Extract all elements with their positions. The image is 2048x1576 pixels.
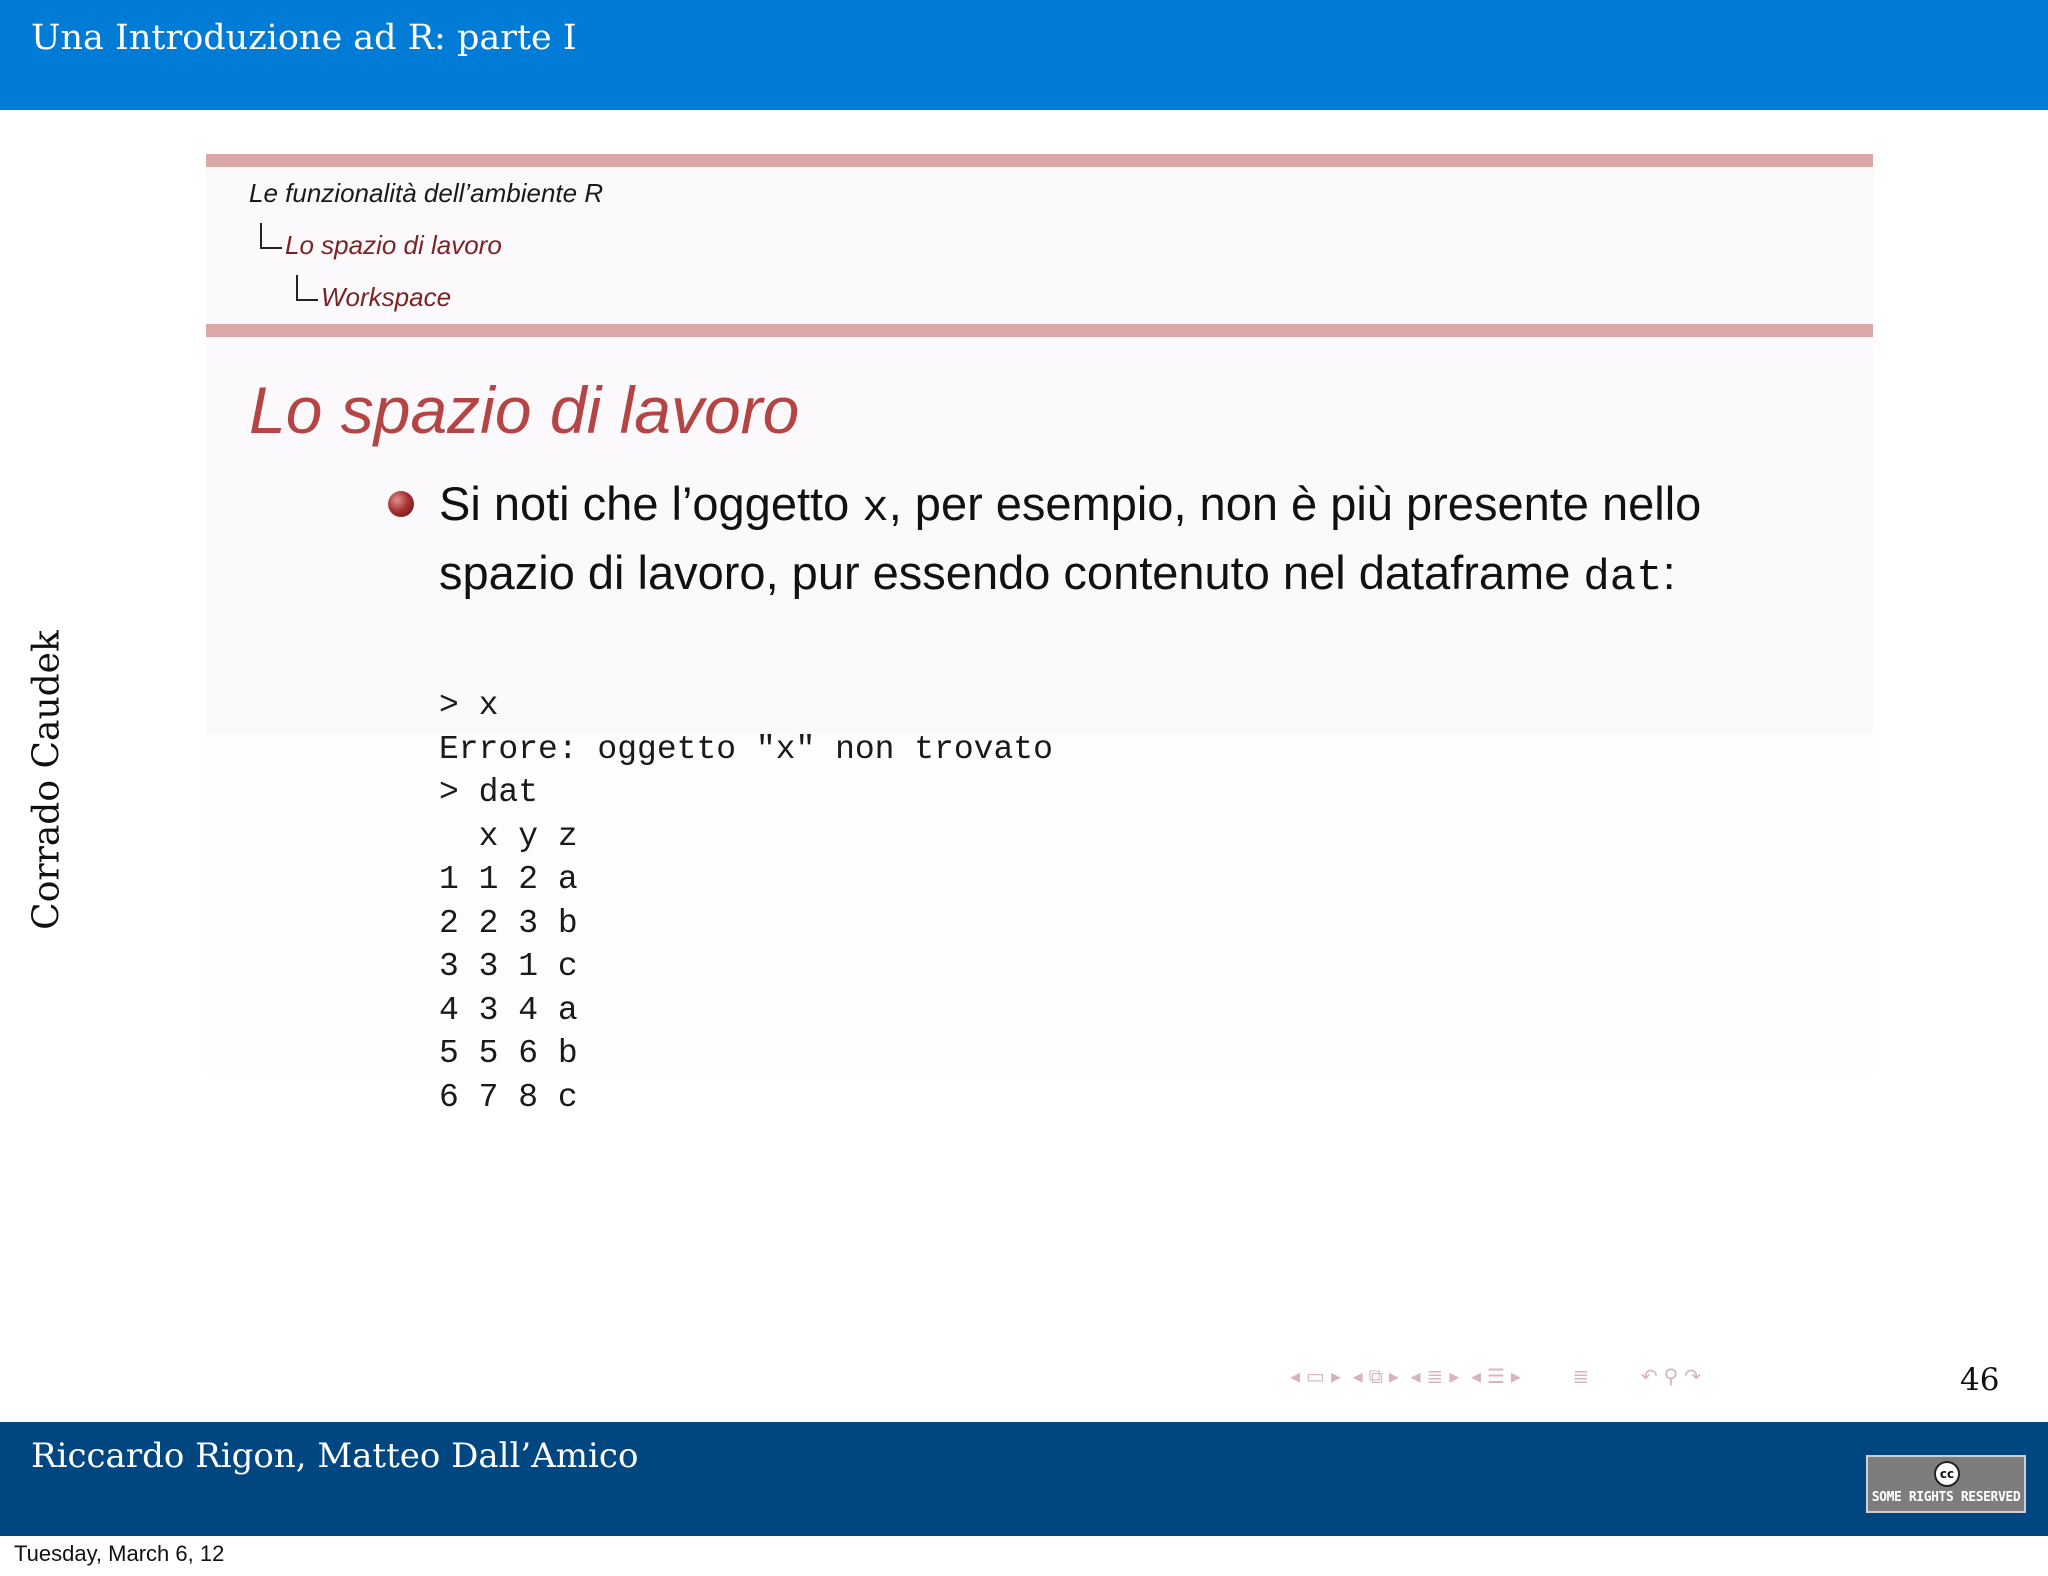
footer-authors: Riccardo Rigon, Matteo Dall’Amico (31, 1436, 639, 1476)
header-bar (0, 0, 2048, 110)
breadcrumb-section[interactable]: Le funzionalità dell’ambiente R (249, 178, 604, 208)
beamer-navigation-bar (1290, 1364, 1707, 1394)
subsection-icon[interactable]: ⧉ (1368, 1366, 1383, 1388)
sidebar-author: Corrado Caudek (26, 630, 68, 930)
slide-frame (206, 154, 1873, 1116)
tree-connector-icon (260, 223, 282, 249)
bullet-icon (388, 491, 414, 517)
tree-connector-icon (296, 275, 318, 301)
nav-next-icon[interactable]: ▸ (1510, 1366, 1521, 1388)
page-number: 46 (1960, 1362, 2000, 1398)
nav-prev-icon[interactable]: ◂ (1410, 1366, 1421, 1388)
inline-code-x: x (862, 484, 889, 534)
creative-commons-badge[interactable] (1866, 1455, 2026, 1513)
frame-title: Lo spazio di lavoro (249, 373, 800, 447)
license-label: SOME RIGHTS RESERVED (1871, 1490, 2021, 1505)
nav-prev-icon[interactable]: ◂ (1290, 1366, 1301, 1388)
cc-logo-icon: cc (1934, 1461, 1960, 1487)
nav-prev-icon[interactable]: ◂ (1470, 1366, 1481, 1388)
nav-next-icon[interactable]: ▸ (1330, 1366, 1341, 1388)
bullet-text: Si noti che l’oggetto x, per esempio, non è più presente nello spazio di lavoro, pur essendo contenuto nel dataframe dat: (439, 477, 1702, 603)
print-date: Tuesday, March 6, 12 (14, 1541, 225, 1566)
code-block: > x Errore: oggetto "x" non trovato > dat x y z 1 1 2 a 2 2 3 b 3 3 1 c 4 3 4 a 5 5 6 b 6 7 8 c (439, 687, 1053, 1116)
nav-next-icon[interactable]: ▸ (1449, 1366, 1460, 1388)
footer-bar (0, 1422, 2048, 1536)
appendix-icon[interactable]: ≣ (1572, 1366, 1590, 1388)
breadcrumb-subsubsection[interactable]: Workspace (321, 282, 452, 312)
breadcrumb-bottom-rule (206, 324, 1873, 337)
presentation-title: Una Introduzione ad R: parte I (31, 18, 577, 58)
document-icon[interactable]: ☰ (1486, 1366, 1505, 1388)
search-icon[interactable]: ⚲ (1663, 1366, 1679, 1388)
redo-icon[interactable]: ↷ (1684, 1366, 1702, 1388)
breadcrumb-subsection[interactable]: Lo spazio di lavoro (285, 230, 502, 260)
undo-icon[interactable]: ↶ (1640, 1366, 1658, 1388)
nav-prev-icon[interactable]: ◂ (1352, 1366, 1363, 1388)
nav-next-icon[interactable]: ▸ (1388, 1366, 1399, 1388)
section-icon[interactable]: ≣ (1426, 1366, 1444, 1388)
inline-code-dat: dat (1583, 553, 1663, 603)
breadcrumb-top-rule (206, 154, 1873, 167)
frame-icon[interactable]: ▭ (1306, 1366, 1325, 1388)
